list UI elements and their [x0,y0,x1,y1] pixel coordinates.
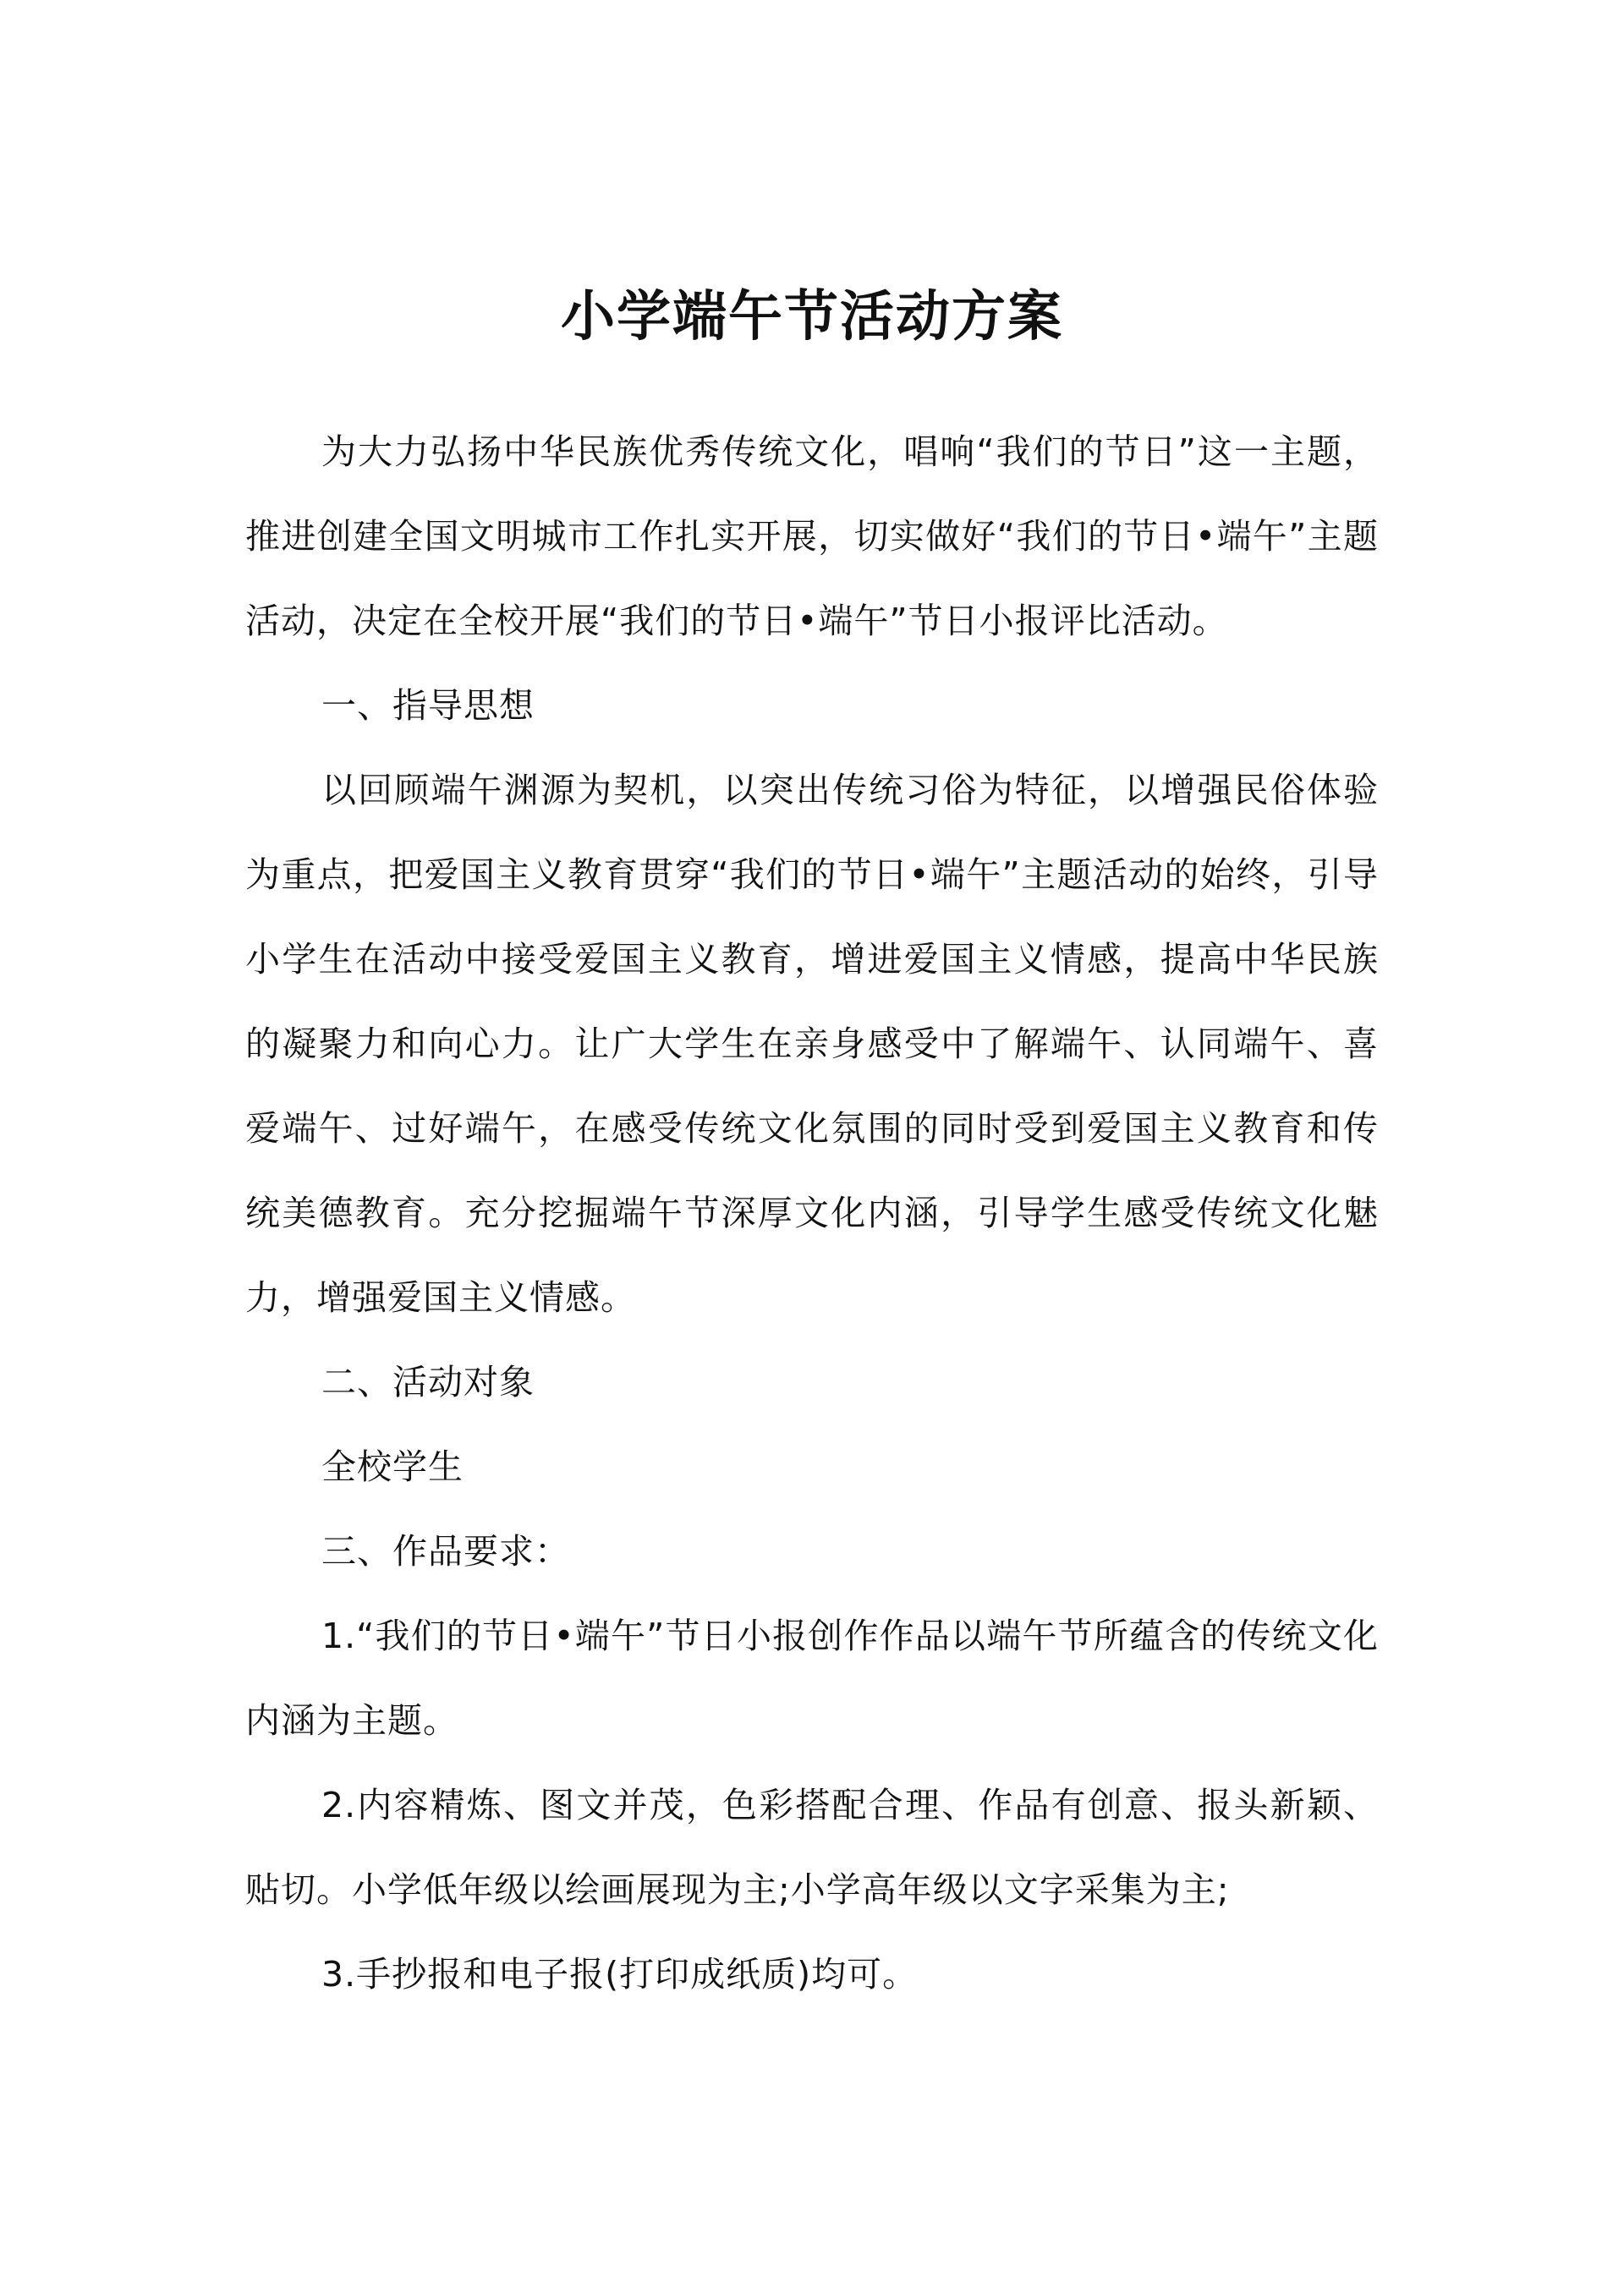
document-title: 小学端午节活动方案 [561,284,1063,348]
requirement-item-2: 2.内容精炼、图文并茂，色彩搭配合理、作品有创意、报头新颖、贴切。小学低年级以绘画展现为主;小学高年级以文字采集为主; [245,1785,1379,1910]
participants-paragraph: 全校学生 [321,1446,464,1487]
section-heading-participants: 二、活动对象 [321,1362,535,1402]
intro-paragraph: 为大力弘扬中华民族优秀传统文化，唱响“我们的节日”这一主题，推进创建全国文明城市工作扎实开展，切实做好“我们的节日•端午”主题活动，决定在全校开展“我们的节日•端午”节日小报评比活动。 [245,431,1379,641]
document-body [245,409,1379,2017]
requirement-item-1: 1.“我们的节日•端午”节日小报创作作品以端午节所蕴含的传统文化内涵为主题。 [245,1616,1379,1741]
section-heading-guiding-ideology: 一、指导思想 [321,685,535,726]
guiding-ideology-paragraph: 以回顾端午渊源为契机，以突出传统习俗为特征，以增强民俗体验为重点，把爱国主义教育贯穿“我们的节日•端午”主题活动的始终，引导小学生在活动中接受爱国主义教育，增进爱国主义情感，提高中华民族的凝聚力和向心力。让广大学生在亲身感受中了解端午、认同端午、喜爱端午、过好端午，在感受传统文化氛围的同时受到爱国主义教育和传统美德教育。充分挖掘端午节深厚文化内涵，引导学生感受传统文化魅力，增强爱国主义情感。 [245,770,1379,1318]
section-heading-requirements: 三、作品要求： [321,1531,570,1572]
requirement-item-3: 3.手抄报和电子报(打印成纸质)均可。 [321,1954,919,1995]
